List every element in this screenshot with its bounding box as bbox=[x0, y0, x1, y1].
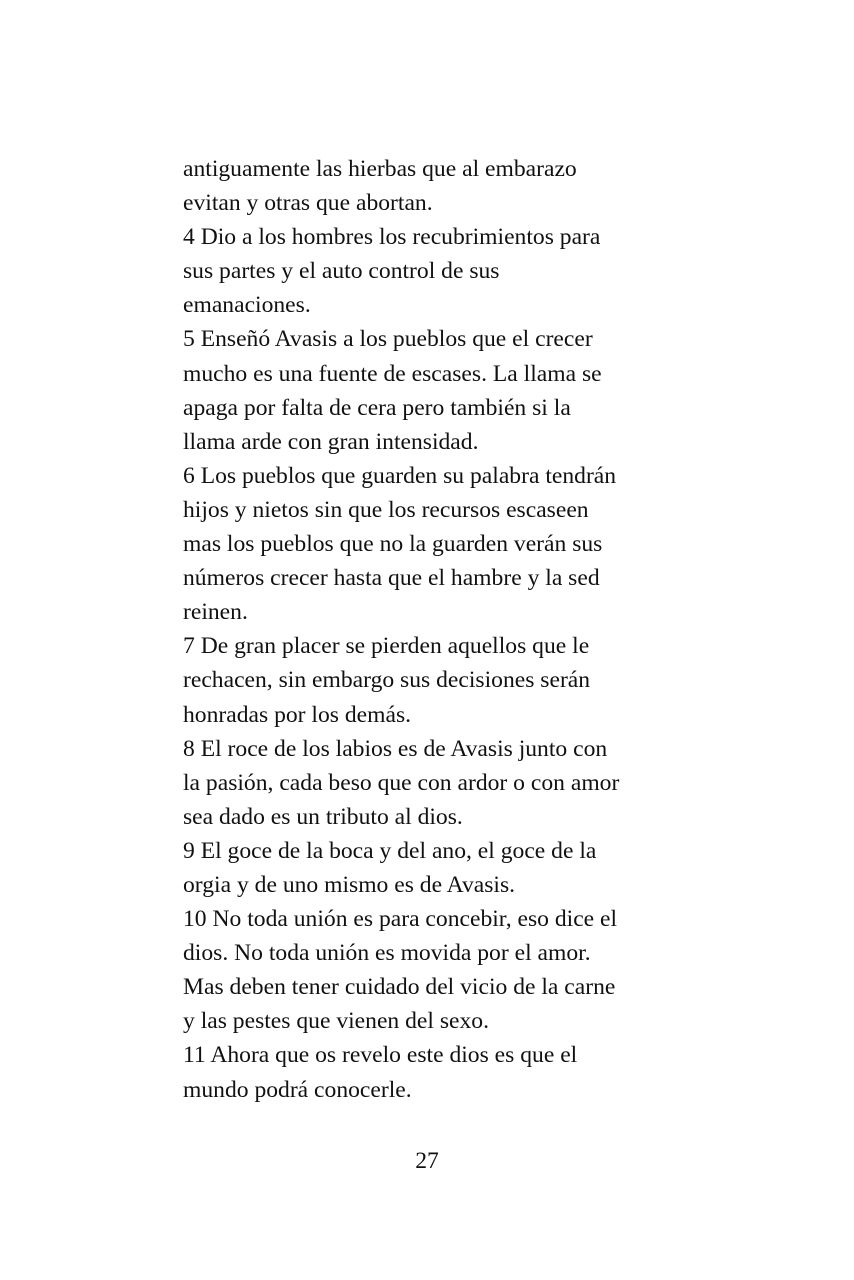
text-line: rechacen, sin embargo sus decisiones serán bbox=[183, 667, 591, 694]
text-line: números crecer hasta que el hambre y la sed bbox=[183, 565, 600, 592]
text-line: mas los pueblos que no la guarden verán sus bbox=[183, 531, 603, 558]
text-line: honradas por los demás. bbox=[183, 701, 412, 728]
text-line: evitan y otras que abortan. bbox=[183, 190, 433, 217]
text-line: antiguamente las hierbas que al embarazo bbox=[183, 156, 577, 182]
text-line: sea dado es un tributo al dios. bbox=[183, 803, 463, 830]
text-line: hijos y nietos sin que los recursos escaseen bbox=[183, 496, 589, 523]
text-line: 11 Ahora que os revelo este dios es que el bbox=[183, 1042, 578, 1069]
text-line: mundo podrá conocerle. bbox=[183, 1076, 412, 1103]
text-line: la pasión, cada beso que con ardor o con amor bbox=[183, 769, 620, 796]
text-line: emanaciones. bbox=[183, 292, 311, 319]
text-line: 8 El roce de los labios es de Avasis junto con bbox=[183, 735, 608, 762]
page-body-text bbox=[183, 152, 703, 1107]
text-line: y las pestes que vienen del sexo. bbox=[183, 1008, 489, 1035]
text-line: Mas deben tener cuidado del vicio de la carne bbox=[183, 974, 616, 1001]
text-line: 7 De gran placer se pierden aquellos que le bbox=[183, 633, 590, 660]
text-line: 10 No toda unión es para concebir, eso dice el bbox=[183, 906, 618, 933]
text-line: mucho es una fuente de escases. La llama se bbox=[183, 360, 602, 387]
text-line: 4 Dio a los hombres los recubrimientos para bbox=[183, 224, 601, 251]
text-line: orgia y de uno mismo es de Avasis. bbox=[183, 871, 516, 898]
text-line: apaga por falta de cera pero también si la bbox=[183, 394, 571, 421]
text-line: 9 El goce de la boca y del ano, el goce de la bbox=[183, 837, 597, 864]
text-line: reinen. bbox=[183, 599, 248, 626]
page-number: 27 bbox=[415, 1148, 439, 1174]
text-line: sus partes y el auto control de sus bbox=[183, 258, 500, 285]
text-line: dios. No toda unión es movida por el amor. bbox=[183, 940, 591, 967]
text-line: 5 Enseñó Avasis a los pueblos que el crecer bbox=[183, 326, 593, 353]
text-line: llama arde con gran intensidad. bbox=[183, 428, 479, 455]
text-line: 6 Los pueblos que guarden su palabra tendrán bbox=[183, 462, 617, 489]
